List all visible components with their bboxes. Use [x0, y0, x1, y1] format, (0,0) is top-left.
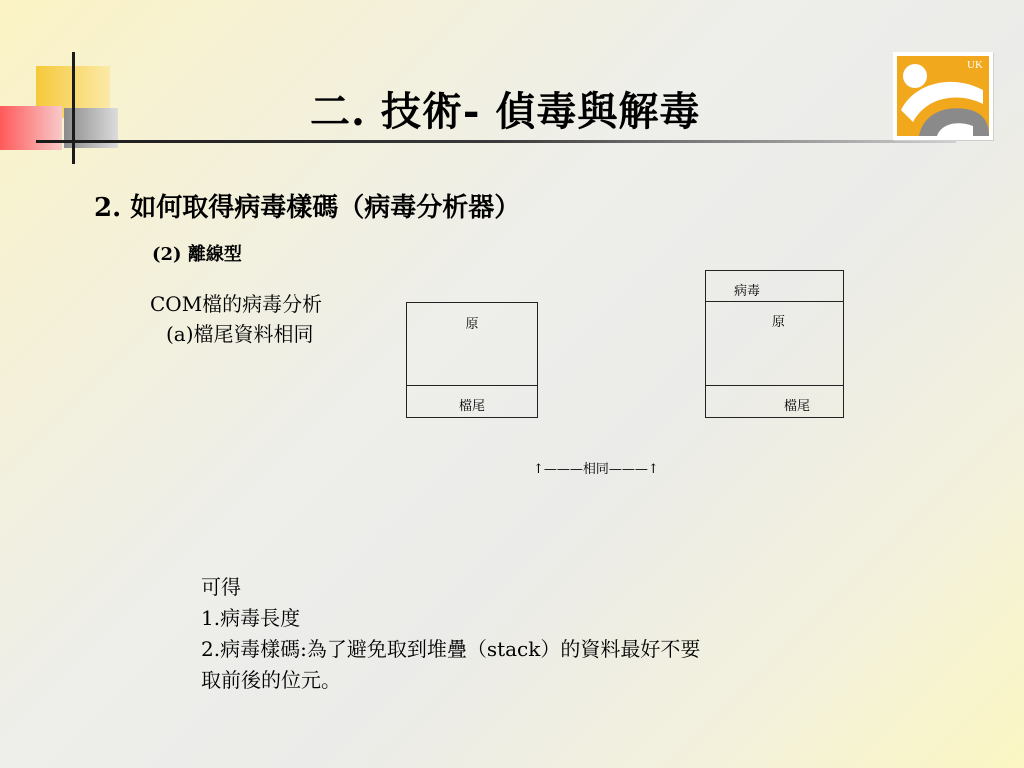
same-tail-arrow: ↑———相同———↑: [533, 462, 659, 477]
result-item-length: 1.病毒長度: [201, 606, 301, 630]
result-item-signature: 2.病毒樣碼:為了避免取到堆疊（stack）的資料最好不要: [201, 637, 701, 661]
original-file-box: [406, 302, 538, 418]
file-tail-divider: [407, 385, 537, 386]
result-item-signature-cont: 取前後的位元。: [201, 668, 341, 692]
logo-text: UK: [967, 59, 983, 71]
section-heading: 2. 如何取得病毒樣碼（病毒分析器）: [94, 193, 521, 223]
result-intro: 可得: [201, 575, 241, 599]
decor-red-block: [0, 106, 62, 150]
original-label: 原: [465, 317, 479, 332]
tail-same-text: (a)檔尾資料相同: [166, 322, 314, 346]
virus-label: 病毒: [734, 284, 761, 299]
original-label: 原: [772, 315, 786, 330]
page-title: 二. 技術- 偵毒與解毒: [310, 88, 701, 135]
file-tail-divider: [706, 385, 843, 386]
decor-vertical-rule: [72, 52, 75, 164]
virus-divider: [706, 301, 843, 302]
file-tail-label: 檔尾: [458, 399, 485, 414]
result-list: [201, 572, 700, 696]
infected-file-box: [705, 270, 844, 418]
uk-logo-icon: [893, 52, 993, 140]
subsection-heading: (2) 離線型: [152, 244, 242, 265]
file-tail-label: 檔尾: [784, 399, 811, 414]
uk-logo: [893, 52, 993, 140]
title-underline-rule: [36, 140, 956, 143]
com-analysis-text: COM檔的病毒分析: [150, 292, 323, 316]
